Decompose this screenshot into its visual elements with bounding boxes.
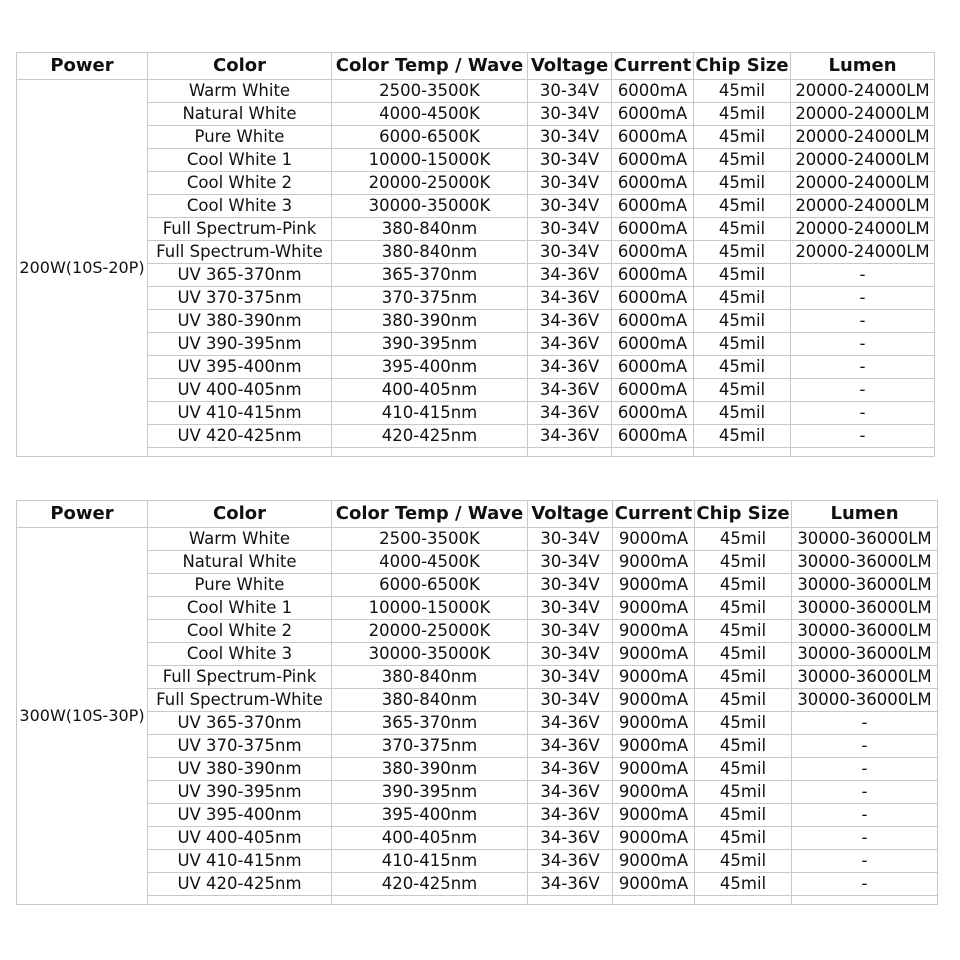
cell-lumen: - (792, 827, 938, 850)
cell-chip-size: 45mil (695, 574, 792, 597)
cell-voltage: 34-36V (528, 873, 613, 896)
spacer-cell (612, 448, 694, 457)
cell-lumen: 30000-36000LM (792, 620, 938, 643)
cell-lumen: - (792, 873, 938, 896)
cell-color-temp: 410-415nm (332, 850, 528, 873)
spacer-row (17, 896, 938, 905)
cell-color-temp: 10000-15000K (332, 149, 528, 172)
cell-lumen: - (791, 425, 935, 448)
cell-color-temp: 6000-6500K (332, 574, 528, 597)
cell-current: 9000mA (613, 574, 695, 597)
table-row (17, 551, 938, 574)
cell-color: Full Spectrum-White (148, 689, 332, 712)
cell-lumen: - (791, 310, 935, 333)
table-row (17, 689, 938, 712)
table-row (17, 528, 938, 551)
cell-color-temp: 4000-4500K (332, 103, 528, 126)
spacer-cell (528, 448, 612, 457)
cell-chip-size: 45mil (694, 425, 791, 448)
cell-voltage: 30-34V (528, 149, 612, 172)
cell-color-temp: 2500-3500K (332, 80, 528, 103)
table-row (17, 379, 935, 402)
table-row (17, 574, 938, 597)
cell-voltage: 34-36V (528, 264, 612, 287)
cell-color: UV 370-375nm (148, 287, 332, 310)
cell-lumen: 20000-24000LM (791, 149, 935, 172)
cell-lumen: - (792, 804, 938, 827)
cell-color: UV 410-415nm (148, 850, 332, 873)
cell-color: Natural White (148, 551, 332, 574)
cell-current: 9000mA (613, 528, 695, 551)
cell-color: UV 395-400nm (148, 356, 332, 379)
table-row (17, 425, 935, 448)
cell-color: UV 370-375nm (148, 735, 332, 758)
cell-color-temp: 380-390nm (332, 310, 528, 333)
table-row (17, 804, 938, 827)
cell-voltage: 30-34V (528, 666, 613, 689)
header-chip-size: Chip Size (694, 53, 791, 80)
cell-color-temp: 30000-35000K (332, 195, 528, 218)
header-current: Current (613, 501, 695, 528)
cell-voltage: 34-36V (528, 758, 613, 781)
header-power: Power (17, 53, 148, 80)
cell-color-temp: 365-370nm (332, 264, 528, 287)
table-row (17, 103, 935, 126)
cell-color: Warm White (148, 80, 332, 103)
cell-chip-size: 45mil (694, 149, 791, 172)
cell-current: 6000mA (612, 241, 694, 264)
cell-lumen: - (791, 402, 935, 425)
cell-current: 6000mA (612, 356, 694, 379)
cell-voltage: 30-34V (528, 597, 613, 620)
cell-voltage: 34-36V (528, 712, 613, 735)
spec-table-200w (16, 52, 935, 457)
cell-lumen: 20000-24000LM (791, 126, 935, 149)
spacer-cell (792, 896, 938, 905)
cell-chip-size: 45mil (695, 551, 792, 574)
cell-current: 9000mA (613, 620, 695, 643)
header-power: Power (17, 501, 148, 528)
spacer-cell (528, 896, 613, 905)
cell-color-temp: 400-405nm (332, 827, 528, 850)
spacer-cell (695, 896, 792, 905)
spacer-cell (694, 448, 791, 457)
cell-color: Full Spectrum-White (148, 241, 332, 264)
cell-voltage: 34-36V (528, 379, 612, 402)
cell-current: 9000mA (613, 712, 695, 735)
cell-voltage: 34-36V (528, 310, 612, 333)
cell-current: 9000mA (613, 758, 695, 781)
cell-current: 6000mA (612, 264, 694, 287)
spacer-cell (791, 448, 935, 457)
cell-current: 6000mA (612, 310, 694, 333)
cell-current: 9000mA (613, 873, 695, 896)
cell-current: 6000mA (612, 195, 694, 218)
spec-table-300w (16, 500, 938, 905)
cell-color: UV 380-390nm (148, 758, 332, 781)
cell-current: 6000mA (612, 126, 694, 149)
cell-color: Pure White (148, 574, 332, 597)
cell-lumen: 30000-36000LM (792, 643, 938, 666)
header-voltage: Voltage (528, 501, 613, 528)
cell-chip-size: 45mil (695, 758, 792, 781)
header-chip-size: Chip Size (695, 501, 792, 528)
cell-color-temp: 380-840nm (332, 689, 528, 712)
cell-color-temp: 410-415nm (332, 402, 528, 425)
cell-current: 6000mA (612, 333, 694, 356)
cell-current: 9000mA (613, 643, 695, 666)
cell-color-temp: 395-400nm (332, 356, 528, 379)
cell-color: UV 365-370nm (148, 712, 332, 735)
cell-lumen: - (791, 356, 935, 379)
cell-chip-size: 45mil (695, 666, 792, 689)
cell-voltage: 34-36V (528, 735, 613, 758)
cell-color-temp: 390-395nm (332, 781, 528, 804)
table-row (17, 666, 938, 689)
table-row (17, 310, 935, 333)
cell-color: Cool White 3 (148, 643, 332, 666)
cell-chip-size: 45mil (694, 218, 791, 241)
cell-lumen: 20000-24000LM (791, 80, 935, 103)
cell-color: UV 400-405nm (148, 827, 332, 850)
cell-current: 6000mA (612, 402, 694, 425)
table-row (17, 781, 938, 804)
cell-lumen: - (792, 850, 938, 873)
cell-current: 9000mA (613, 689, 695, 712)
cell-chip-size: 45mil (695, 620, 792, 643)
cell-chip-size: 45mil (694, 172, 791, 195)
cell-color: Pure White (148, 126, 332, 149)
cell-voltage: 34-36V (528, 425, 612, 448)
cell-chip-size: 45mil (694, 126, 791, 149)
table-row (17, 333, 935, 356)
cell-color-temp: 420-425nm (332, 873, 528, 896)
cell-lumen: - (791, 287, 935, 310)
cell-lumen: 30000-36000LM (792, 689, 938, 712)
cell-lumen: 30000-36000LM (792, 528, 938, 551)
spacer-cell (332, 896, 528, 905)
cell-color: UV 365-370nm (148, 264, 332, 287)
cell-color-temp: 380-840nm (332, 218, 528, 241)
header-row (17, 53, 935, 80)
cell-voltage: 34-36V (528, 804, 613, 827)
cell-color-temp: 380-840nm (332, 241, 528, 264)
table-row (17, 241, 935, 264)
cell-color: UV 420-425nm (148, 425, 332, 448)
cell-color: UV 420-425nm (148, 873, 332, 896)
cell-lumen: - (791, 333, 935, 356)
cell-voltage: 30-34V (528, 172, 612, 195)
cell-color-temp: 390-395nm (332, 333, 528, 356)
cell-voltage: 34-36V (528, 287, 612, 310)
table-row (17, 827, 938, 850)
cell-color-temp: 395-400nm (332, 804, 528, 827)
header-voltage: Voltage (528, 53, 612, 80)
cell-voltage: 34-36V (528, 356, 612, 379)
cell-color: Cool White 3 (148, 195, 332, 218)
cell-color: Cool White 1 (148, 597, 332, 620)
table-row (17, 195, 935, 218)
cell-lumen: - (791, 379, 935, 402)
cell-voltage: 30-34V (528, 528, 613, 551)
table-row (17, 264, 935, 287)
cell-voltage: 30-34V (528, 126, 612, 149)
cell-color: Full Spectrum-Pink (148, 218, 332, 241)
cell-chip-size: 45mil (694, 402, 791, 425)
cell-voltage: 30-34V (528, 689, 613, 712)
cell-chip-size: 45mil (694, 103, 791, 126)
table-row (17, 149, 935, 172)
table-row (17, 643, 938, 666)
cell-color: Full Spectrum-Pink (148, 666, 332, 689)
cell-current: 6000mA (612, 172, 694, 195)
table-row (17, 712, 938, 735)
header-row (17, 501, 938, 528)
cell-current: 9000mA (613, 850, 695, 873)
cell-current: 6000mA (612, 149, 694, 172)
cell-color: UV 410-415nm (148, 402, 332, 425)
cell-voltage: 30-34V (528, 103, 612, 126)
table-row (17, 218, 935, 241)
cell-color: Cool White 1 (148, 149, 332, 172)
cell-chip-size: 45mil (694, 356, 791, 379)
cell-chip-size: 45mil (695, 850, 792, 873)
cell-lumen: 20000-24000LM (791, 241, 935, 264)
cell-voltage: 34-36V (528, 781, 613, 804)
cell-current: 6000mA (612, 103, 694, 126)
cell-lumen: 30000-36000LM (792, 574, 938, 597)
cell-chip-size: 45mil (694, 264, 791, 287)
cell-chip-size: 45mil (695, 689, 792, 712)
table-row (17, 873, 938, 896)
cell-color-temp: 4000-4500K (332, 551, 528, 574)
cell-lumen: - (792, 781, 938, 804)
cell-color-temp: 10000-15000K (332, 597, 528, 620)
cell-color-temp: 420-425nm (332, 425, 528, 448)
cell-chip-size: 45mil (695, 643, 792, 666)
cell-chip-size: 45mil (695, 712, 792, 735)
table-row (17, 758, 938, 781)
header-color-temp: Color Temp / Wave (332, 53, 528, 80)
table-row (17, 126, 935, 149)
cell-chip-size: 45mil (695, 827, 792, 850)
cell-color-temp: 370-375nm (332, 287, 528, 310)
cell-color-temp: 6000-6500K (332, 126, 528, 149)
cell-color: UV 390-395nm (148, 333, 332, 356)
cell-lumen: 30000-36000LM (792, 551, 938, 574)
cell-voltage: 34-36V (528, 850, 613, 873)
cell-voltage: 30-34V (528, 218, 612, 241)
cell-chip-size: 45mil (695, 735, 792, 758)
table-row (17, 172, 935, 195)
cell-voltage: 30-34V (528, 195, 612, 218)
spacer-cell (148, 448, 332, 457)
cell-lumen: 20000-24000LM (791, 195, 935, 218)
cell-color-temp: 2500-3500K (332, 528, 528, 551)
cell-current: 9000mA (613, 804, 695, 827)
power-cell: 300W(10S-30P) (17, 528, 148, 905)
cell-color-temp: 20000-25000K (332, 620, 528, 643)
cell-chip-size: 45mil (695, 873, 792, 896)
cell-chip-size: 45mil (694, 379, 791, 402)
cell-color: UV 380-390nm (148, 310, 332, 333)
cell-current: 6000mA (612, 425, 694, 448)
cell-color-temp: 380-840nm (332, 666, 528, 689)
header-color: Color (148, 53, 332, 80)
cell-current: 9000mA (613, 551, 695, 574)
table-row (17, 850, 938, 873)
header-lumen: Lumen (792, 501, 938, 528)
cell-lumen: 30000-36000LM (792, 666, 938, 689)
cell-lumen: 20000-24000LM (791, 103, 935, 126)
cell-lumen: - (792, 758, 938, 781)
cell-color-temp: 365-370nm (332, 712, 528, 735)
cell-color: Natural White (148, 103, 332, 126)
cell-chip-size: 45mil (695, 597, 792, 620)
spacer-cell (332, 448, 528, 457)
cell-color: UV 400-405nm (148, 379, 332, 402)
cell-chip-size: 45mil (694, 80, 791, 103)
cell-voltage: 34-36V (528, 827, 613, 850)
cell-color-temp: 400-405nm (332, 379, 528, 402)
table-row (17, 287, 935, 310)
cell-voltage: 34-36V (528, 333, 612, 356)
cell-color-temp: 380-390nm (332, 758, 528, 781)
power-cell: 200W(10S-20P) (17, 80, 148, 457)
cell-lumen: - (791, 264, 935, 287)
cell-chip-size: 45mil (695, 804, 792, 827)
cell-current: 9000mA (613, 666, 695, 689)
cell-voltage: 30-34V (528, 620, 613, 643)
table-row (17, 597, 938, 620)
cell-lumen: 20000-24000LM (791, 172, 935, 195)
cell-voltage: 30-34V (528, 574, 613, 597)
cell-voltage: 30-34V (528, 241, 612, 264)
header-lumen: Lumen (791, 53, 935, 80)
table-row (17, 620, 938, 643)
cell-chip-size: 45mil (695, 528, 792, 551)
cell-chip-size: 45mil (695, 781, 792, 804)
cell-color: UV 395-400nm (148, 804, 332, 827)
cell-current: 6000mA (612, 379, 694, 402)
header-color: Color (148, 501, 332, 528)
cell-color-temp: 30000-35000K (332, 643, 528, 666)
table-body (17, 80, 935, 457)
cell-current: 9000mA (613, 781, 695, 804)
spacer-cell (613, 896, 695, 905)
cell-chip-size: 45mil (694, 310, 791, 333)
cell-color-temp: 370-375nm (332, 735, 528, 758)
cell-current: 6000mA (612, 287, 694, 310)
header-current: Current (612, 53, 694, 80)
table-row (17, 735, 938, 758)
cell-current: 6000mA (612, 218, 694, 241)
cell-lumen: - (792, 735, 938, 758)
cell-color: Warm White (148, 528, 332, 551)
table-row (17, 80, 935, 103)
cell-lumen: 20000-24000LM (791, 218, 935, 241)
cell-voltage: 30-34V (528, 551, 613, 574)
cell-chip-size: 45mil (694, 241, 791, 264)
cell-chip-size: 45mil (694, 333, 791, 356)
cell-voltage: 30-34V (528, 80, 612, 103)
table-row (17, 356, 935, 379)
cell-color: UV 390-395nm (148, 781, 332, 804)
cell-color-temp: 20000-25000K (332, 172, 528, 195)
spacer-row (17, 448, 935, 457)
cell-voltage: 34-36V (528, 402, 612, 425)
cell-chip-size: 45mil (694, 287, 791, 310)
spacer-cell (148, 896, 332, 905)
cell-color: Cool White 2 (148, 620, 332, 643)
cell-lumen: - (792, 712, 938, 735)
cell-current: 9000mA (613, 827, 695, 850)
cell-current: 9000mA (613, 597, 695, 620)
cell-lumen: 30000-36000LM (792, 597, 938, 620)
cell-color: Cool White 2 (148, 172, 332, 195)
header-color-temp: Color Temp / Wave (332, 501, 528, 528)
table-row (17, 402, 935, 425)
cell-chip-size: 45mil (694, 195, 791, 218)
cell-current: 9000mA (613, 735, 695, 758)
cell-current: 6000mA (612, 80, 694, 103)
table-body (17, 528, 938, 905)
cell-voltage: 30-34V (528, 643, 613, 666)
